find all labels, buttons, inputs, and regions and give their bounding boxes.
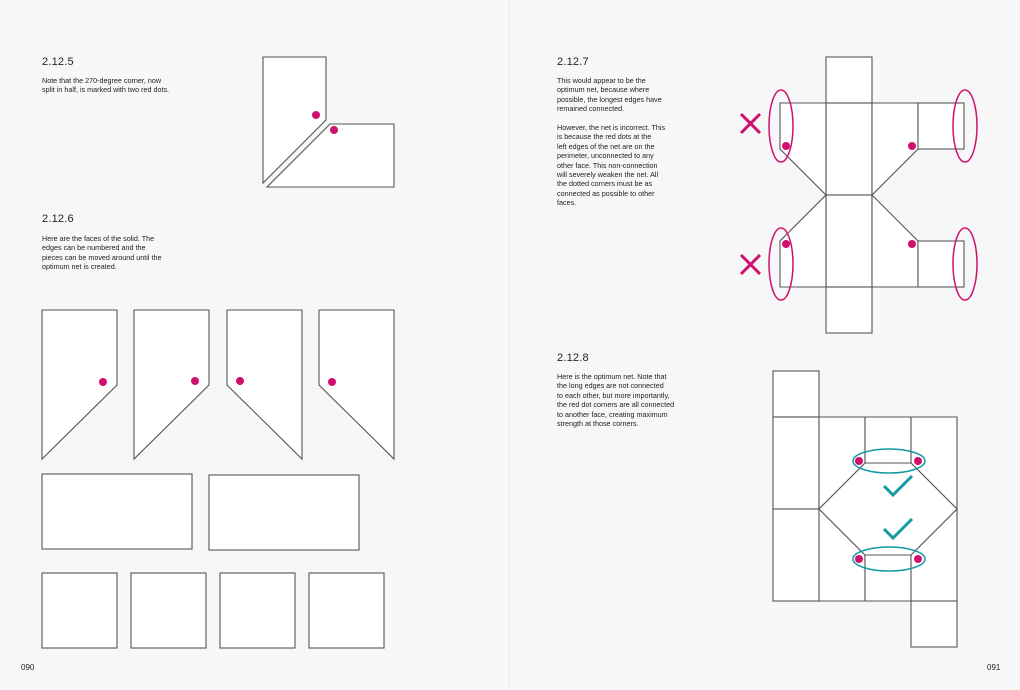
rectangle-face (42, 474, 192, 549)
square-face (773, 371, 819, 417)
red-dot (330, 126, 338, 134)
red-dot (782, 240, 790, 248)
split-corner-diagram (263, 57, 394, 187)
square-face (865, 417, 911, 463)
page-number-right: 091 (987, 663, 1001, 672)
red-dot (914, 457, 922, 465)
square-face (918, 103, 964, 149)
solid-faces (42, 310, 394, 648)
square-face (865, 555, 911, 601)
red-dot (99, 378, 107, 386)
red-dot (328, 378, 336, 386)
red-dot (236, 377, 244, 385)
red-dot (855, 555, 863, 563)
caption-2-12-7-part-1: This would appear to be the optimum net, because where possible, the longest edges have remained connected. (557, 76, 662, 114)
rectangle-face (773, 417, 819, 509)
red-dot (312, 111, 320, 119)
rectangle-face (826, 195, 872, 287)
rectangle-face (209, 475, 359, 550)
pentagon-face (134, 310, 209, 459)
caption-2-12-6: Here are the faces of the solid. The edges can be numbered and the pieces can be moved around until the optimum net is created. (42, 234, 162, 272)
right-diagrams (510, 0, 1020, 690)
square-face (42, 573, 117, 648)
heading-2-12-7: 2.12.7 (557, 56, 589, 68)
page-number-left: 090 (21, 663, 35, 672)
caption-2-12-5: Note that the 270-degree corner, now split in half, is marked with two red dots. (42, 76, 170, 95)
cross-icon (741, 255, 760, 274)
rectangle-face (773, 509, 819, 601)
square-face (309, 573, 384, 648)
rectangle-face (826, 103, 872, 195)
red-dot (191, 377, 199, 385)
heading-2-12-8: 2.12.8 (557, 352, 589, 364)
red-dot (908, 142, 916, 150)
red-dot (782, 142, 790, 150)
right-page (510, 0, 1020, 690)
heading-2-12-5: 2.12.5 (42, 56, 74, 68)
square-face (911, 601, 957, 647)
incorrect-net-diagram (741, 57, 977, 333)
red-dot (908, 240, 916, 248)
red-dot (914, 555, 922, 563)
red-dot (855, 457, 863, 465)
square-face (131, 573, 206, 648)
square-face (826, 57, 872, 103)
square-face (220, 573, 295, 648)
square-face (826, 287, 872, 333)
heading-2-12-6: 2.12.6 (42, 213, 74, 225)
optimum-net-diagram (773, 371, 957, 647)
caption-2-12-8: Here is the optimum net. Note that the long edges are not connected to each other, but more importantly, the red dot corners are all connected to another face, creating maximum strength at those corners. (557, 372, 675, 429)
caption-2-12-7-part-2: However, the net is incorrect. This is because the red dots at the left edges of the net are on the perimeter, unconnected to any other face. This non-connection will severely weaken the net. All the dotted corners must be as connected as possible to other faces. (557, 123, 666, 208)
cross-icon (741, 114, 760, 133)
square-face (918, 241, 964, 287)
